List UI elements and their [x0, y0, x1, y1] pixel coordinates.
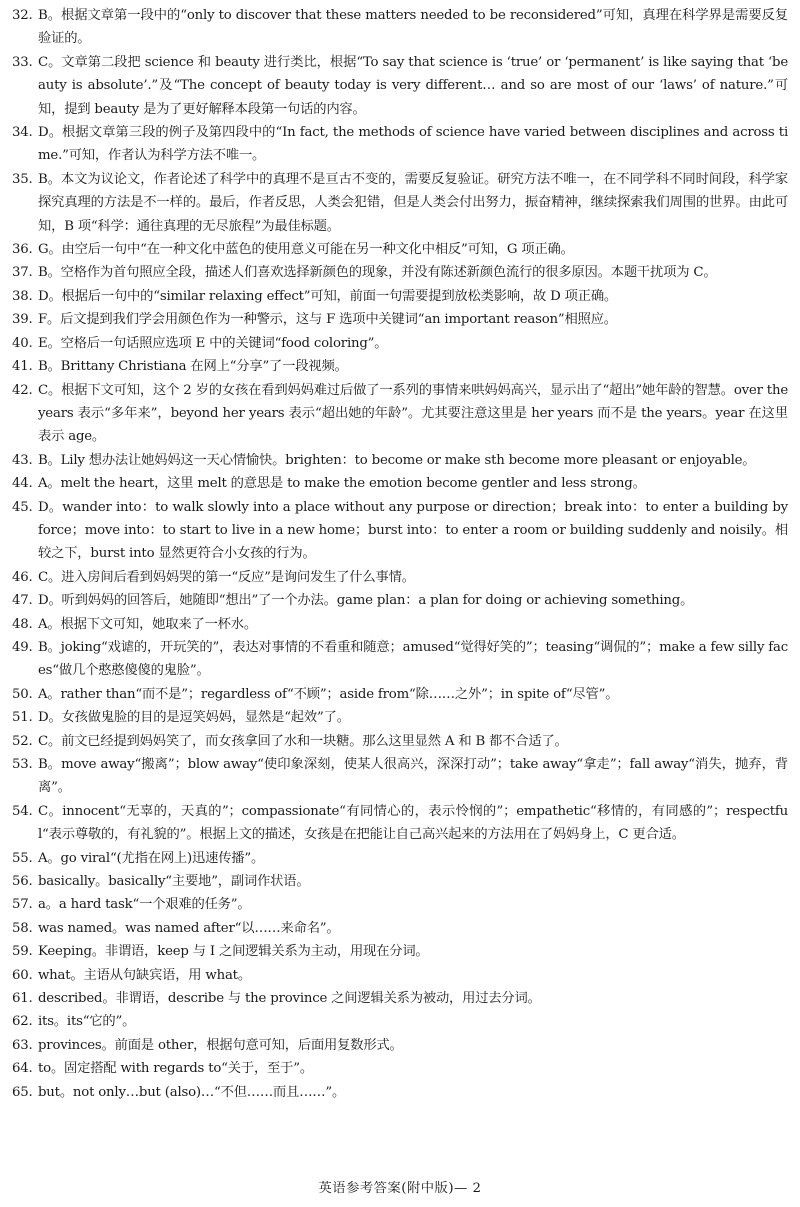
answer-item — [12, 753, 788, 800]
answer-item — [12, 800, 788, 847]
answer-text: B。根据文章第一段中的“only to discover that these matters needed to be reconsidered”可知，真理在科学界是需要反复验证的。 — [38, 8, 788, 47]
answer-item — [12, 1081, 788, 1104]
answer-item — [12, 238, 788, 261]
answer-number: 63. — [12, 1037, 33, 1053]
answer-text: C。文章第二段把 science 和 beauty 进行类比，根据“To say that science is ‘true’ or ‘permanent’ is like saying that ‘beauty is absolute’.”及“The concept of beauty today is very different… and so are most of our ‘laws’ of nature.”可知，提到 beauty 是为了更好解释本段第一句话的内容。 — [38, 54, 788, 117]
answer-text: B。joking“戏谑的，开玩笑的”，表达对事情的不看重和随意；amused“觉得好笑的”；teasing“调侃的”；make a few silly faces“做几个憨憨傻傻的鬼脸”。 — [38, 639, 788, 679]
answer-text: E。空格后一句话照应选项 E 中的关键词“food coloring”。 — [38, 335, 388, 351]
answer-item — [12, 964, 788, 987]
answer-number: 46. — [12, 569, 33, 585]
answer-number: 49. — [12, 639, 33, 655]
answer-number: 43. — [12, 452, 33, 468]
answer-number: 39. — [12, 312, 33, 328]
answer-text: provinces。前面是 other，根据句意可知，后面用复数形式。 — [38, 1037, 403, 1053]
answer-item — [12, 917, 788, 940]
answer-text: A。根据下文可知，她取来了一杯水。 — [38, 616, 257, 632]
answer-text: B。Lily 想办法让她妈妈这一天心情愉快。brighten：to become or make sth become more pleasant or enjoyable。 — [38, 452, 756, 468]
answer-text: A。rather than“而不是”；regardless of“不顾”；aside from“除……之外”；in spite of“尽管”。 — [38, 686, 619, 702]
answer-item — [12, 636, 788, 683]
answer-text: B。本文为议论文，作者论述了科学中的真理不是亘古不变的，需要反复验证。研究方法不唯一，在不同学科不同时间段，科学家探究真理的方法是不一样的。最后，作者反思，人类会犯错，但是人类会付出努力，振奋精神，继续探索我们周围的世界。由此可知，B 项“科学：通往真理的无尽旅程”为最佳标题。 — [38, 171, 788, 234]
answer-number: 41. — [12, 359, 33, 375]
answer-item — [12, 51, 788, 121]
answer-number: 44. — [12, 476, 33, 492]
answer-text: basically。basically“主要地”，副词作状语。 — [38, 874, 310, 890]
answer-number: 42. — [12, 382, 33, 398]
answer-item — [12, 168, 788, 238]
answer-number: 56. — [12, 874, 33, 890]
answer-text: D。wander into：to walk slowly into a place without any purpose or direction；break into：to enter a building by force；move into：to start to live in a new home；burst into：to enter a room or building suddenly and noisily。相较之下，burst into 显然更符合小女孩的行为。 — [38, 499, 788, 562]
answer-text: Keeping。非谓语，keep 与 I 之间逻辑关系为主动，用现在分词。 — [38, 944, 429, 960]
answer-number: 54. — [12, 803, 33, 819]
answer-item — [12, 496, 788, 566]
answer-text: D。根据后一句中的“similar relaxing effect”可知，前面一句需要提到放松类影响，故 D 项正确。 — [38, 288, 618, 304]
answer-text: A。go viral“(尤指在网上)迅速传播”。 — [38, 850, 265, 866]
answer-number: 33. — [12, 54, 33, 70]
answer-number: 35. — [12, 171, 33, 187]
answer-item — [12, 683, 788, 706]
answer-number: 45. — [12, 499, 33, 515]
answer-number: 37. — [12, 265, 33, 281]
answer-item — [12, 472, 788, 495]
answer-text: C。innocent“无辜的，天真的”；compassionate“有同情心的，表示怜悯的”；empathetic“移情的，有同感的”；respectful“表示尊敬的，有礼貌的”。根据上文的描述，女孩是在把能让自己高兴起来的方法用在了妈妈身上，C 更合适。 — [38, 803, 788, 843]
answer-number: 40. — [12, 335, 33, 351]
answer-item — [12, 1034, 788, 1057]
answer-item — [12, 1010, 788, 1033]
answer-number: 58. — [12, 920, 33, 936]
answer-text: B。空格作为首句照应全段，描述人们喜欢选择新颜色的现象，并没有陈述新颜色流行的很多原因。本题干扰项为 C。 — [38, 265, 717, 281]
answer-number: 51. — [12, 710, 33, 726]
answer-number: 50. — [12, 686, 33, 702]
answer-list — [12, 4, 788, 1104]
answer-item — [12, 706, 788, 729]
answer-number: 32. — [12, 8, 33, 23]
answer-number: 34. — [12, 125, 33, 141]
answer-text: C。前文已经提到妈妈笑了，而女孩拿回了水和一块糖。那么这里显然 A 和 B 都不合适了。 — [38, 733, 568, 749]
answer-text: C。进入房间后看到妈妈哭的第一“反应”是询问发生了什么事情。 — [38, 569, 415, 585]
answer-item — [12, 121, 788, 168]
answer-text: B。Brittany Christiana 在网上“分享”了一段视频。 — [38, 359, 348, 375]
answer-text: D。根据文章第三段的例子及第四段中的“In fact, the methods of science have varied between disciplines and across time.”可知，作者认为科学方法不唯一。 — [38, 125, 788, 164]
answer-number: 36. — [12, 242, 33, 258]
answer-text: was named。was named after“以……来命名”。 — [38, 920, 340, 936]
answer-number: 65. — [12, 1084, 33, 1100]
answer-number: 48. — [12, 616, 33, 632]
answer-number: 61. — [12, 991, 33, 1007]
answer-number: 59. — [12, 944, 33, 960]
answer-item — [12, 379, 788, 449]
answer-text: a。a hard task“一个艰难的任务”。 — [38, 897, 251, 913]
answer-item — [12, 566, 788, 589]
answer-item — [12, 1057, 788, 1080]
answer-text: D。听到妈妈的回答后，她随即“想出”了一个办法。game plan：a plan for doing or achieving something。 — [38, 593, 694, 609]
answer-text: but。not only…but (also)…“不但……而且……”。 — [38, 1084, 346, 1100]
answer-item — [12, 987, 788, 1010]
page-footer: 英语参考答案(附中版)— 2 — [318, 1181, 482, 1196]
answer-item — [12, 285, 788, 308]
answer-item — [12, 730, 788, 753]
answer-item — [12, 308, 788, 331]
answer-item — [12, 355, 788, 378]
answer-item — [12, 870, 788, 893]
answer-number: 62. — [12, 1014, 33, 1030]
answer-text: G。由空后一句中“在一种文化中蓝色的使用意义可能在另一种文化中相反”可知，G 项正确。 — [38, 242, 574, 258]
answer-number: 38. — [12, 288, 33, 304]
answer-text: F。后文提到我们学会用颜色作为一种警示，这与 F 选项中关键词“an important reason”相照应。 — [38, 312, 617, 328]
answer-number: 57. — [12, 897, 33, 913]
answer-item — [12, 847, 788, 870]
answer-item — [12, 449, 788, 472]
answer-text: its。its“它的”。 — [38, 1014, 136, 1030]
answer-item — [12, 940, 788, 963]
answer-text: what。主语从句缺宾语，用 what。 — [38, 967, 251, 983]
answer-text: C。根据下文可知，这个 2 岁的女孩在看到妈妈难过后做了一系列的事情来哄妈妈高兴，显示出了“超出”她年龄的智慧。over the years 表示“多年来”，beyond her years 表示“超出她的年龄”。尤其要注意这里是 her years 而不是 the years。year 在这里表示 age。 — [38, 382, 788, 445]
answer-item — [12, 589, 788, 612]
answer-item — [12, 261, 788, 284]
answer-number: 55. — [12, 850, 33, 866]
answer-number: 60. — [12, 967, 33, 983]
answer-text: B。move away“搬离”；blow away“使印象深刻，使某人很高兴，深深打动”；take away“拿走”；fall away“消失，抛弃，背离”。 — [38, 757, 788, 796]
answer-item — [12, 4, 788, 51]
answer-item — [12, 332, 788, 355]
answer-text: to。固定搭配 with regards to“关于，至于”。 — [38, 1061, 313, 1077]
answer-number: 52. — [12, 733, 33, 749]
answer-text: D。女孩做鬼脸的目的是逗笑妈妈，显然是“起效”了。 — [38, 710, 350, 726]
answer-item — [12, 893, 788, 916]
answer-number: 53. — [12, 757, 33, 772]
answer-text: A。melt the heart，这里 melt 的意思是 to make the emotion become gentler and less strong。 — [38, 476, 646, 492]
answer-number: 64. — [12, 1061, 33, 1077]
answer-item — [12, 613, 788, 636]
answer-number: 47. — [12, 593, 33, 609]
answer-text: described。非谓语，describe 与 the province 之间逻辑关系为被动，用过去分词。 — [38, 991, 541, 1007]
